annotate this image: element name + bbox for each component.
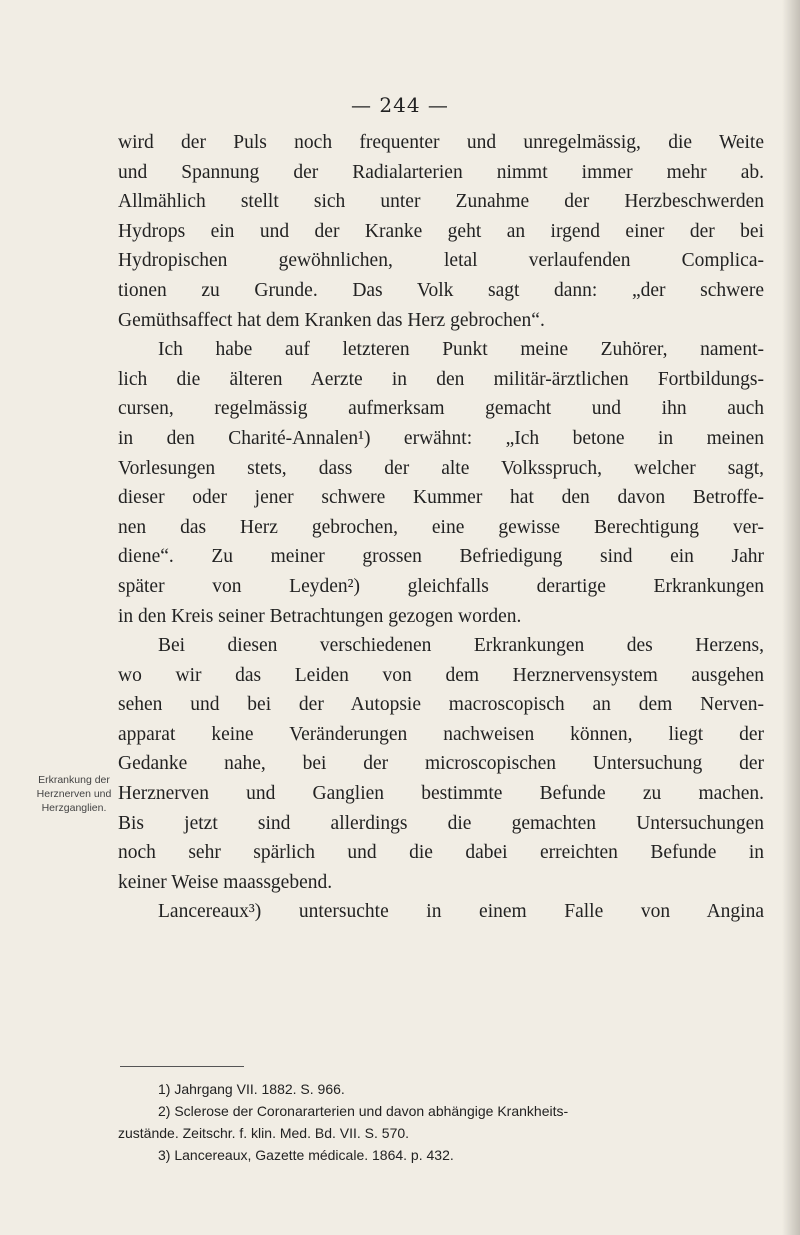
margin-note-line: Erkrankung der	[38, 774, 110, 786]
text-line: Gemüthsaffect hat dem Kranken das Herz gebrochen“.	[118, 309, 545, 331]
footnote-divider	[120, 1066, 244, 1067]
page-edge-shadow	[782, 0, 800, 1235]
text-line: Hydrops ein und der Kranke geht an irgend einer der bei	[118, 220, 764, 242]
text-line: apparat keine Veränderungen nachweisen können, liegt der	[118, 723, 764, 745]
page-number: — 244 —	[351, 93, 449, 117]
body-text	[118, 128, 764, 927]
text-line: Gedanke nahe, bei der microscopischen Untersuchung der	[118, 753, 764, 775]
margin-note-line: Herznerven und	[36, 788, 112, 800]
text-line: und Spannung der Radialarterien nimmt immer mehr ab.	[118, 161, 764, 183]
text-line: in den Charité-Annalen¹) erwähnt: „Ich betone in meinen	[118, 427, 764, 449]
text-line: lich die älteren Aerzte in den militär-ärztlichen Fortbildungs-	[118, 368, 764, 390]
footnote: 3) Lancereaux, Gazette médicale. 1864. p. 432.	[158, 1147, 454, 1163]
text-line: dieser oder jener schwere Kummer hat den davon Betroffe-	[118, 487, 764, 509]
text-line: sehen und bei der Autopsie macroscopisch an dem Nerven-	[118, 694, 764, 716]
text-line: Vorlesungen stets, dass der alte Volksspruch, welcher sagt,	[118, 457, 764, 479]
margin-note	[28, 773, 120, 815]
text-line: Bis jetzt sind allerdings die gemachten Untersuchungen	[118, 812, 764, 834]
footnote: zustände. Zeitschr. f. klin. Med. Bd. VII. S. 570.	[118, 1125, 410, 1141]
text-line: tionen zu Grunde. Das Volk sagt dann: „der schwere	[118, 279, 764, 301]
text-line: Bei diesen verschiedenen Erkrankungen des Herzens,	[158, 635, 764, 657]
text-line: cursen, regelmässig aufmerksam gemacht und ihn auch	[118, 398, 764, 420]
text-line: noch sehr spärlich und die dabei erreichten Befunde in	[118, 842, 764, 864]
text-line: nen das Herz gebrochen, eine gewisse Berechtigung ver-	[118, 516, 764, 538]
text-line: Allmählich stellt sich unter Zunahme der Herzbeschwerden	[118, 191, 764, 213]
text-line: Herznerven und Ganglien bestimmte Befunde zu machen.	[118, 783, 764, 805]
text-line: Ich habe auf letzteren Punkt meine Zuhörer, nament-	[158, 339, 764, 361]
margin-note-line: Herzganglien.	[41, 802, 107, 814]
text-line: diene“. Zu meiner grossen Befriedigung sind ein Jahr	[118, 546, 764, 568]
text-line: wird der Puls noch frequenter und unregelmässig, die Weite	[118, 132, 764, 153]
text-line: keiner Weise maassgebend.	[118, 871, 333, 893]
text-line: später von Leyden²) gleichfalls derartige Erkrankungen	[118, 575, 764, 597]
text-line: Lancereaux³) untersuchte in einem Falle von Angina	[158, 901, 764, 923]
text-line: Hydropischen gewöhnlichen, letal verlaufenden Complica-	[118, 250, 764, 272]
text-line: wo wir das Leiden von dem Herznervensystem ausgehen	[118, 664, 764, 686]
text-line: in den Kreis seiner Betrachtungen gezogen worden.	[118, 605, 522, 627]
footnote: 1) Jahrgang VII. 1882. S. 966.	[158, 1081, 345, 1097]
footnote: 2) Sclerose der Coronararterien und davon abhängige Krankheits-	[158, 1103, 569, 1119]
footnotes	[118, 1078, 764, 1166]
